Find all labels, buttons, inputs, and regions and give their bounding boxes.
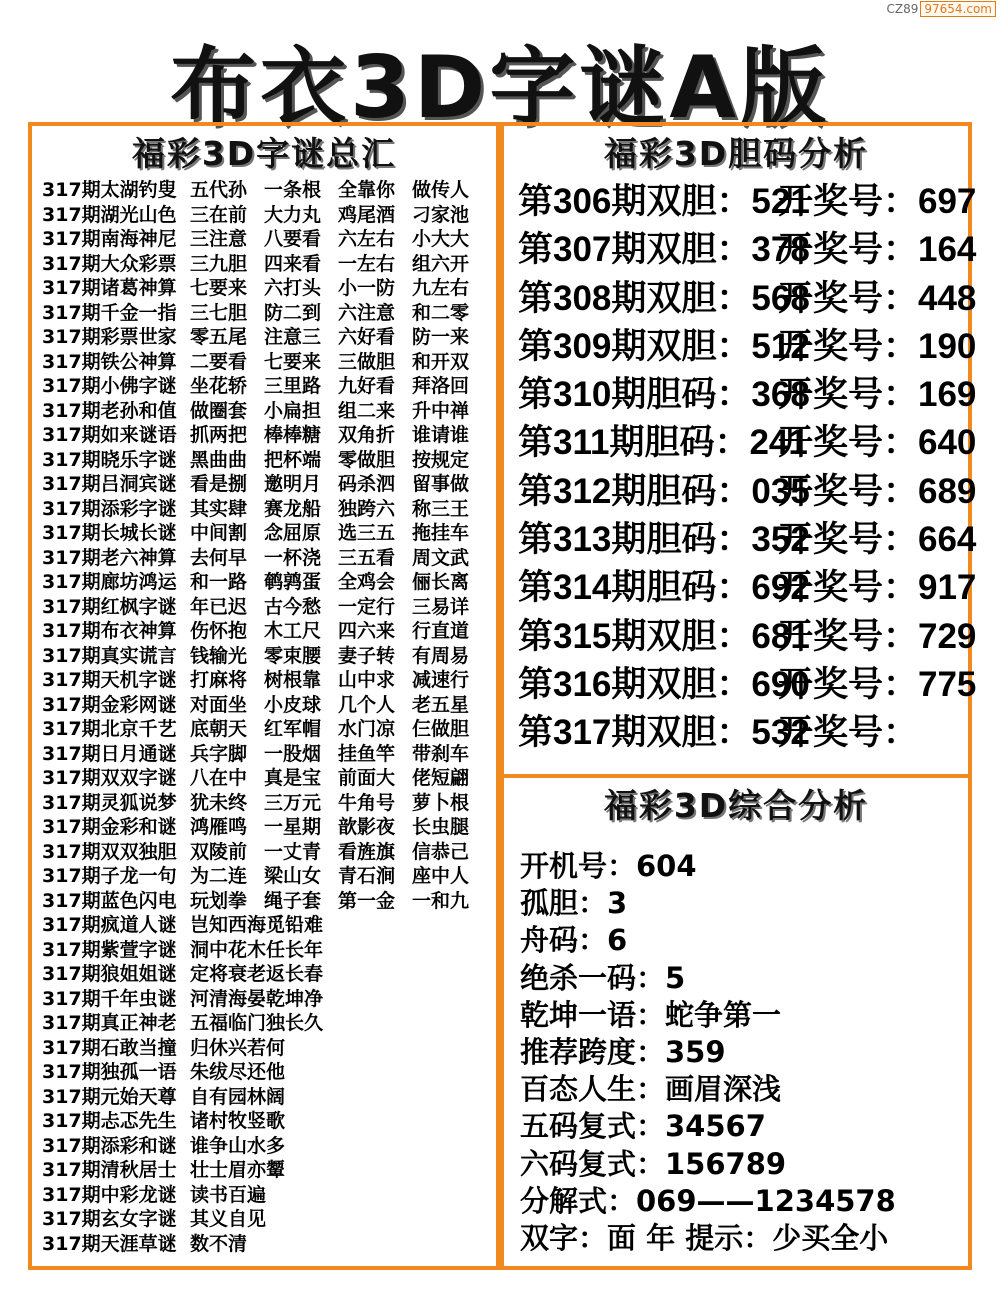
riddle-clue: 七要来 [190,277,248,299]
riddle-clue: 行直道 [412,620,470,642]
dan-label: 第306期双胆：521 [518,182,810,221]
riddle-clue: 四来看 [264,252,322,275]
riddle-clue: 抓两把 [190,424,248,446]
riddle-clue: 六注意 [338,301,396,324]
draw-result: 开奖号：729 [778,616,977,656]
watermark-code: CZ89 [886,2,919,16]
riddle-row [42,1183,490,1208]
riddle-row [42,1085,490,1110]
draw-result: 开奖号：689 [778,471,977,511]
riddle-row [42,350,490,375]
riddle-row [42,938,490,963]
dan-analysis-panel [500,122,977,778]
riddle-clue: 小一防 [338,277,396,299]
riddle-source: 317期千金一指 [42,301,177,324]
dan-label: 第315期双胆：681 [518,616,810,656]
riddle-clue: 三做胆 [338,350,396,373]
riddle-clue: 组二来 [338,399,396,422]
dan-label: 第317期双胆：532 [518,713,810,753]
riddle-clue: 六左右 [338,228,396,250]
riddle-source: 317期紫萱字谜 [42,938,177,961]
riddle-clue: 数不清 [190,1232,248,1255]
riddle-source: 317期双双字谜 [42,767,177,789]
dan-row [518,516,976,564]
riddle-clue: 读书百遍 [190,1183,267,1206]
riddle-clue: 牛角号 [338,791,396,814]
riddle-clue: 鸡尾酒 [338,203,396,226]
riddle-clue: 前面大 [338,767,396,789]
riddle-source: 317期诸葛神算 [42,277,177,299]
riddle-clue: 鸿雁鸣 [190,816,248,838]
riddle-row [42,1158,490,1183]
riddle-clue: 木工尺 [264,620,322,642]
analysis-line: 六码复式：156789 [520,1146,787,1181]
riddle-clue: 有周易 [412,644,470,667]
riddle-row [42,619,490,644]
riddle-row [42,791,490,816]
riddle-source: 317期狼姐姐谜 [42,963,177,985]
riddle-source: 317期灵狐说梦 [42,791,177,814]
riddle-clue: 座中人 [412,865,470,887]
riddle-clue: 把杯端 [264,448,322,471]
riddle-clue: 独跨六 [338,497,396,520]
riddle-clue: 几个人 [338,693,396,716]
riddle-clue: 看旌旗 [338,840,396,863]
riddle-row [42,448,490,473]
riddle-clue: 一定行 [338,595,396,618]
riddle-row [42,1109,490,1134]
riddle-row [42,399,490,424]
dan-row [518,613,976,661]
riddle-clue: 做圈套 [190,399,248,422]
riddle-clue: 归休兴若何 [190,1036,286,1059]
riddle-clue: 树根靠 [264,669,322,691]
riddle-clue: 仨做胆 [412,718,470,740]
riddle-row [42,521,490,546]
riddle-row [42,497,490,522]
riddle-clue: 升中禅 [412,399,470,422]
riddle-clue: 妻子转 [338,644,396,667]
riddle-clue: 四六来 [338,620,396,642]
riddle-row [42,962,490,987]
riddle-clue: 留事做 [412,473,470,495]
riddle-source: 317期日月通谜 [42,742,177,765]
riddle-clue: 佬短翩 [412,767,470,789]
analysis-line: 百态人生：画眉深浅 [520,1072,782,1107]
dan-label: 第308期双胆：568 [518,278,810,318]
riddle-row [42,1232,490,1257]
riddle-row [42,1060,490,1085]
riddle-clue: 二要看 [190,350,248,373]
riddle-clue: 玩划拳 [190,889,248,912]
riddle-row [42,1207,490,1232]
riddle-row [42,717,490,742]
riddle-row [42,472,490,497]
comprehensive-analysis-title: 福彩3D综合分析 [603,786,869,825]
riddle-clue: 打麻将 [190,669,248,691]
riddle-clue: 念屈原 [264,522,322,544]
riddle-source: 317期疯道人谜 [42,914,177,936]
riddle-clue: 洞中花木任长年 [190,938,324,961]
riddle-clue: 九左右 [412,277,470,299]
dan-row [518,709,976,757]
riddle-source: 317期如来谜语 [42,424,177,446]
riddle-clue: 和一路 [190,571,248,593]
riddle-row [42,252,490,277]
riddle-clue: 长虫腿 [412,816,470,838]
page-title: 布衣3D字谜A版 [170,38,830,138]
riddle-source: 317期石敢当撞 [42,1036,177,1059]
dan-row [518,275,976,323]
riddle-clue: 小扁担 [264,399,322,422]
analysis-line: 孤胆：3 [520,886,628,921]
riddle-clue: 其实肆 [190,497,248,520]
riddle-clue: 五代孙 [190,179,248,201]
riddle-clue: 做传人 [412,179,470,201]
riddle-clue: 底朝天 [190,718,248,740]
riddle-clue: 谁请谁 [412,424,470,446]
riddle-clue: 三里路 [264,375,322,397]
riddle-clue: 兵字脚 [190,742,248,765]
riddle-source: 317期忐忑先生 [42,1110,177,1132]
riddle-clue: 小大大 [412,228,470,250]
riddle-source: 317期长城长谜 [42,522,177,544]
riddle-source: 317期红枫字谜 [42,595,177,618]
riddle-clue: 七要来 [264,350,322,373]
riddle-clue: 六好看 [338,326,396,348]
riddle-clue: 三在前 [190,203,248,226]
riddle-clue: 五福临门独长久 [190,1012,324,1034]
watermark-site[interactable]: 97654.com [920,1,996,17]
riddle-clue: 犹未终 [190,791,248,814]
riddle-clue: 零做胆 [338,448,396,471]
riddle-source: 317期蓝色闪电 [42,889,177,912]
riddle-clue: 对面坐 [190,693,248,716]
riddle-source: 317期添彩和谜 [42,1134,177,1157]
riddle-clue: 码杀泗 [338,473,396,495]
riddle-source: 317期铁公神算 [42,350,177,373]
riddle-row [42,840,490,865]
analysis-line: 开机号：604 [520,849,697,883]
riddle-clue: 第一金 [338,889,396,912]
riddle-clue: 看是捌 [190,473,248,495]
riddle-row [42,301,490,326]
comprehensive-analysis-panel [500,774,972,1270]
riddle-source: 317期大众彩票 [42,252,177,275]
riddle-source: 317期老孙和值 [42,399,177,422]
draw-result: 开奖号：190 [778,326,977,366]
riddle-clue: 歆影夜 [338,816,396,838]
riddle-clue: 一左右 [338,252,396,275]
riddle-clue: 全靠你 [338,179,396,201]
dan-row [518,661,976,709]
riddle-row [42,203,490,228]
draw-result: 开奖号：664 [778,520,977,560]
analysis-line: 乾坤一语：蛇争第一 [520,997,782,1032]
dan-row [518,468,976,516]
riddle-source: 317期子龙一句 [42,865,177,887]
riddle-clue: 六打头 [264,277,322,299]
riddle-summary-panel [28,122,500,1270]
riddle-clue: 萝卜根 [412,791,470,814]
draw-result: 开奖号：640 [778,423,977,463]
riddle-clue: 三七胆 [190,301,248,324]
riddle-clue: 中间割 [190,522,248,544]
analysis-line: 五码复式：34567 [520,1109,766,1144]
riddle-clue: 减速行 [412,669,470,691]
riddle-clue: 按规定 [412,448,470,471]
riddle-source: 317期真正神老 [42,1012,177,1034]
riddle-source: 317期老六神算 [42,546,177,569]
riddle-row [42,766,490,791]
draw-result: 开奖号：169 [778,375,977,415]
riddle-source: 317期小佛字谜 [42,375,177,397]
riddle-row [42,595,490,620]
dan-label: 第311期胆码：241 [518,423,808,463]
riddle-clue: 诸村牧竖歌 [190,1110,286,1132]
riddle-source: 317期天涯草谜 [42,1232,177,1255]
riddle-source: 317期独孤一语 [42,1061,177,1083]
riddle-clue: 刁家池 [412,203,470,226]
riddle-clue: 零束腰 [264,644,322,667]
riddle-source: 317期北京千艺 [42,718,177,740]
riddle-source: 317期南海神尼 [42,228,177,250]
analysis-line: 绝杀一码：5 [520,960,686,995]
riddle-clue: 棒棒糖 [264,424,322,446]
riddle-clue: 真是宝 [264,767,322,789]
riddle-source: 317期添彩字谜 [42,497,177,520]
riddle-row [42,1134,490,1159]
riddle-clue: 伤怀抱 [190,620,248,642]
riddle-clue: 双陵前 [190,840,248,863]
riddle-clue: 自有园林阔 [190,1085,286,1108]
dan-row [518,419,976,467]
riddle-source: 317期玄女字谜 [42,1208,177,1230]
riddle-row [42,987,490,1012]
riddle-clue: 九好看 [338,375,396,397]
dan-label: 第314期胆码：692 [518,568,810,608]
riddle-source: 317期太湖钓叟 [42,179,177,201]
riddle-clue: 其义自见 [190,1208,267,1230]
riddle-clue: 谁争山水多 [190,1134,286,1157]
riddle-source: 317期千年虫谜 [42,987,177,1010]
riddle-clue: 坐花轿 [190,375,248,397]
dan-analysis-title: 福彩3D胆码分析 [603,134,869,173]
dan-row [518,564,976,612]
dan-row [518,323,976,371]
riddle-clue: 大力丸 [264,203,322,226]
riddle-clue: 一和九 [412,889,470,912]
riddle-row [42,864,490,889]
riddle-clue: 防二到 [264,301,322,324]
draw-result: 开奖号： [778,713,919,753]
riddle-clue: 三万元 [264,791,322,814]
dan-label: 第309期双胆：512 [518,326,810,366]
riddle-clue: 朱绂尽还他 [190,1061,286,1083]
riddle-clue: 拜洛回 [412,375,470,397]
riddle-clue: 定将衰老返长春 [190,963,324,985]
riddle-source: 317期金彩网谜 [42,693,177,716]
riddle-clue: 全鸡会 [338,571,396,593]
riddle-source: 317期金彩和谜 [42,816,177,838]
riddle-clue: 壮士眉亦颦 [190,1159,286,1181]
dan-label: 第316期双胆：690 [518,664,810,704]
riddle-clue: 三五看 [338,546,396,569]
riddle-clue: 老五星 [412,693,470,716]
riddle-row [42,178,490,203]
dan-label: 第310期胆码：368 [518,375,810,415]
riddle-clue: 黑曲曲 [190,448,248,471]
riddle-clue: 信恭己 [412,840,470,863]
analysis-line: 舟码：6 [520,923,628,958]
comprehensive-list [520,848,896,1257]
riddle-clue: 一条根 [264,179,322,201]
riddle-source: 317期彩票世家 [42,326,177,348]
dan-label: 第312期胆码：035 [518,471,810,511]
riddle-row [42,423,490,448]
riddle-clue: 和二零 [412,301,470,324]
riddle-source: 317期廊坊鸿运 [42,571,177,593]
riddle-clue: 选三五 [338,522,396,544]
dan-label: 第313期胆码：352 [518,520,810,560]
dan-label: 第307期双胆：378 [518,230,810,270]
riddle-row [42,668,490,693]
draw-result: 开奖号：697 [778,182,977,221]
riddle-clue: 一丈青 [264,840,322,863]
riddle-source: 317期清秋居士 [42,1159,177,1181]
riddle-clue: 一杯浇 [264,546,322,569]
riddle-source: 317期双双独胆 [42,840,177,863]
riddle-source: 317期天机字谜 [42,669,177,691]
riddle-clue: 防一来 [412,326,470,348]
riddle-clue: 八要看 [264,228,322,250]
riddle-list [42,178,490,1256]
riddle-source: 317期布衣神算 [42,620,177,642]
riddle-row [42,546,490,571]
riddle-clue: 小皮球 [264,693,322,716]
riddle-source: 317期元始天尊 [42,1085,177,1108]
riddle-clue: 双角折 [338,424,396,446]
riddle-summary-title: 福彩3D字谜总汇 [131,134,397,173]
riddle-clue: 山中求 [338,669,396,691]
riddle-row [42,1011,490,1036]
dan-row [518,178,976,226]
dan-row [518,226,976,274]
riddle-row [42,644,490,669]
riddle-clue: 三九胆 [190,252,248,275]
riddle-row [42,325,490,350]
riddle-clue: 邀明月 [264,473,322,495]
riddle-clue: 称三王 [412,497,470,520]
riddle-clue: 三注意 [190,228,248,250]
riddle-clue: 河清海晏乾坤净 [190,987,324,1010]
riddle-clue: 注意三 [264,326,322,348]
riddle-row [42,693,490,718]
riddle-row [42,889,490,914]
watermark [887,2,997,16]
riddle-clue: 八在中 [190,767,248,789]
riddle-row [42,374,490,399]
riddle-clue: 钱输光 [190,644,248,667]
riddle-source: 317期真实谎言 [42,644,177,667]
riddle-clue: 岂知西海觅铅难 [190,914,324,936]
riddle-row [42,815,490,840]
riddle-source: 317期中彩龙谜 [42,1183,177,1206]
riddle-source: 317期湖光山色 [42,203,177,226]
riddle-clue: 挂鱼竿 [338,742,396,765]
draw-result: 开奖号：775 [778,664,977,704]
riddle-clue: 年已迟 [190,595,248,618]
riddle-row [42,570,490,595]
riddle-clue: 带刹车 [412,742,470,765]
riddle-clue: 为二连 [190,865,248,887]
riddle-clue: 红军帽 [264,718,322,740]
riddle-clue: 梁山女 [264,865,322,887]
riddle-clue: 青石涧 [338,865,396,887]
riddle-clue: 古今愁 [264,595,322,618]
riddle-clue: 水门凉 [338,718,396,740]
riddle-clue: 拖挂车 [412,522,470,544]
riddle-clue: 周文武 [412,546,470,569]
riddle-row [42,913,490,938]
analysis-line: 推荐跨度：359 [520,1034,726,1069]
riddle-clue: 绳子套 [264,889,322,912]
riddle-clue: 去何早 [190,546,248,569]
analysis-line: 分解式：069——1234578 [520,1183,896,1218]
draw-result: 开奖号：164 [778,230,977,270]
dan-list [518,178,976,758]
riddle-clue: 组六开 [412,252,470,275]
riddle-clue: 俪长离 [412,571,470,593]
riddle-clue: 一股烟 [264,742,322,765]
riddle-source: 317期吕洞宾谜 [42,473,177,495]
riddle-source: 317期晓乐字谜 [42,448,177,471]
draw-result: 开奖号：917 [778,568,977,608]
riddle-clue: 三易详 [412,595,470,618]
analysis-line: 双字：面 年 提示：少买全小 [520,1220,889,1255]
riddle-clue: 鹌鹑蛋 [264,571,322,593]
riddle-clue: 一星期 [264,816,322,838]
riddle-clue: 零五尾 [190,326,248,348]
riddle-row [42,1036,490,1061]
riddle-row [42,276,490,301]
riddle-clue: 和开双 [412,350,470,373]
riddle-row [42,227,490,252]
riddle-clue: 赛龙船 [264,497,322,520]
dan-row [518,371,976,419]
riddle-row [42,742,490,767]
draw-result: 开奖号：448 [778,278,977,318]
